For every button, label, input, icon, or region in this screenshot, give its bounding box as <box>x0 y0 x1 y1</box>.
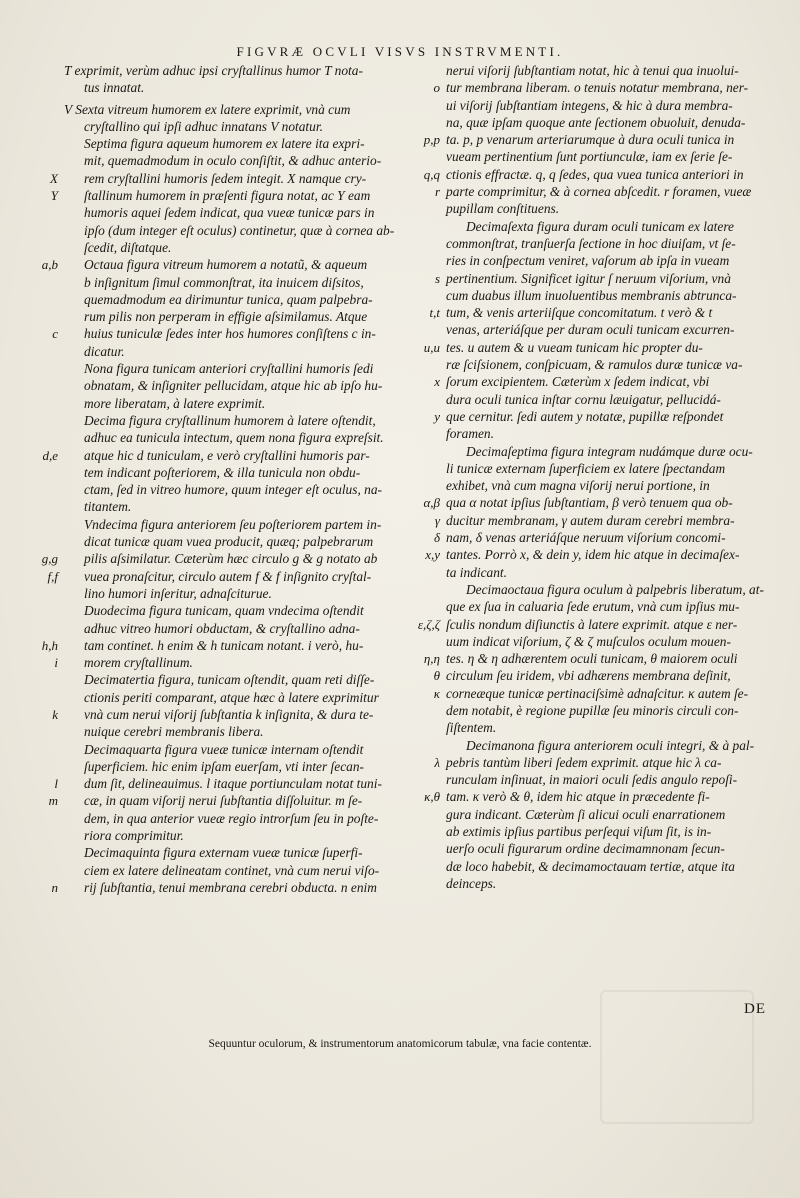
margin-letter: o <box>433 80 440 96</box>
line-text: cryſtallino qui ipſi adhuc innatans V notatur. <box>84 118 323 134</box>
text-line <box>433 667 764 684</box>
text-line <box>64 79 402 96</box>
line-text: tam. κ verò & θ, idem hic atque in præcedente fi- <box>446 789 710 805</box>
line-text: mit, quemadmodum in oculo conſiſtit, & adhuc anterio- <box>84 153 382 169</box>
text-line <box>423 650 764 667</box>
line-text: b inſignitum ſimul commonſtrat, ita inuicem diſsitos, <box>84 274 364 290</box>
margin-letter: u,u <box>423 339 440 355</box>
line-text: ciem ex latere delineatam continet, vnà cum nerui viſo- <box>84 862 380 878</box>
margin-letter: g,g <box>41 551 58 567</box>
margin-letter: a,b <box>41 257 58 273</box>
text-line <box>64 602 402 619</box>
line-text: dura oculi tunica inſtar cornu læuigatur, pellucidá- <box>446 391 721 407</box>
bleed-through-mark <box>600 990 754 1124</box>
line-text: vuea pronaſcitur, circulo autem f & f inſignito cryſtal- <box>84 568 372 584</box>
margin-letter: t,t <box>429 305 440 321</box>
line-text: pilis aſsimilatur. Cæterùm hæc circulo g & g notato ab <box>84 551 378 567</box>
text-line <box>50 187 402 204</box>
line-text: lino humori inſeritur, adnaſciturue. <box>84 585 272 601</box>
line-text: adhuc vitreo humori obductam, & cryſtallino adna- <box>84 620 360 636</box>
margin-letter: p,p <box>423 132 440 148</box>
line-text: V Sexta vitreum humorem ex latere exprimit, vnà cum <box>64 101 351 117</box>
line-text: titantem. <box>84 499 132 515</box>
text-line <box>417 616 764 633</box>
text-line <box>446 148 764 165</box>
margin-letter: i <box>54 655 58 671</box>
margin-letter: y <box>434 408 440 424</box>
text-line <box>64 429 402 446</box>
line-text: ui viſorij ſubſtantiam integens, & hic à dura membra- <box>446 97 733 113</box>
line-text: nuique cerebri membranis libera. <box>84 724 264 740</box>
text-line <box>425 546 764 563</box>
line-text: Decimaſexta figura duram oculi tunicam ex latere <box>466 218 734 234</box>
line-text: Decimaquarta figura vueæ tunicæ internam oſtendit <box>84 741 364 757</box>
text-line <box>64 810 402 827</box>
text-line <box>64 360 402 377</box>
line-text: ſiſtentem. <box>446 720 497 736</box>
text-line <box>446 737 764 754</box>
margin-letter: s <box>434 270 440 286</box>
line-text: adhuc ea tunicula intectum, quem nona figura expreſsit. <box>84 430 384 446</box>
text-line <box>41 256 402 273</box>
text-line <box>64 204 402 221</box>
text-line <box>64 222 402 239</box>
text-line <box>64 844 402 861</box>
line-text: Decimaquinta figura externam vueæ tunicæ ſuperfi- <box>84 845 363 861</box>
line-text: qua α notat ipſius ſubſtantiam, β verò tenuem qua ob- <box>446 495 733 511</box>
line-text: rem cryſtallini humoris ſedem integit. X namque cry- <box>84 170 367 186</box>
text-line <box>54 775 402 792</box>
line-text: ctionis periti comparant, atque hæc à latere exprimitur <box>84 689 379 705</box>
margin-letter: d,e <box>42 447 58 463</box>
text-line <box>424 788 764 805</box>
text-line <box>64 516 402 533</box>
running-header: FIGVRÆ OCVLI VISVS INSTRVMENTI. <box>236 44 564 59</box>
margin-letter: Y <box>50 188 58 204</box>
line-text: uum indicat viſorium, ζ & ζ muſculos oculum mouen- <box>446 633 731 649</box>
text-line <box>446 200 764 217</box>
margin-letter: c <box>52 326 58 342</box>
text-line <box>41 550 402 567</box>
line-text: ſcedit, diſtatque. <box>84 239 172 255</box>
text-line <box>64 620 402 637</box>
text-line <box>434 512 764 529</box>
line-text: humoris aquei ſedem indicat, qua vueæ tunicæ pars in <box>84 205 375 221</box>
margin-letter: l <box>54 776 58 792</box>
line-text: ta. p, p venarum arteriarumque à dura oculi tunica in <box>446 132 735 148</box>
text-line <box>423 339 764 356</box>
text-line <box>446 443 764 460</box>
margin-letter: n <box>51 879 58 895</box>
line-text: Decima figura cryſtallinum humorem à latere oſtendit, <box>84 412 376 428</box>
margin-letter: f,f <box>47 568 58 584</box>
text-line <box>446 823 764 840</box>
text-line <box>54 654 402 671</box>
text-line <box>52 325 402 342</box>
text-line <box>446 356 764 373</box>
line-text: parte comprimitur, & à cornea abſcedit. r foramen, vueæ <box>446 184 752 200</box>
line-text: nam, δ venas arteriáſque neruum viſorium concomi- <box>446 530 726 546</box>
line-text: ta indicant. <box>446 564 507 580</box>
line-text: gura indicant. Cæterùm ſi alicui oculi enarrationem <box>446 806 726 822</box>
line-text: cum duabus illum inuoluentibus membranis abtrunca- <box>446 287 737 303</box>
line-text: dem notabit, è regione pupillæ ſeu minoris circuli con- <box>446 702 739 718</box>
line-text: riora comprimitur. <box>84 828 184 844</box>
line-text: dum ſit, delineauimus. l itaque portiunculam notat tuni- <box>84 776 382 792</box>
right-text-column <box>417 62 764 892</box>
line-text: ducitur membranam, γ autem duram cerebri membra- <box>446 512 735 528</box>
line-text: Octaua figura vitreum humorem a notatũ, & aqueum <box>84 257 368 273</box>
line-text: quemadmodum ea dirimuntur tunica, quam palpebra- <box>84 291 373 307</box>
text-line <box>446 875 764 892</box>
text-line <box>446 477 764 494</box>
catchword: DE <box>744 1001 766 1017</box>
line-text: Decimanona figura anteriorem oculi integri, & à pal- <box>466 737 755 753</box>
text-line <box>446 321 764 338</box>
text-line <box>446 97 764 114</box>
text-line <box>64 862 402 879</box>
text-line <box>423 166 764 183</box>
text-line <box>423 131 764 148</box>
line-text: tum, & venis arteriiſque concomitatum. t verò & t <box>446 305 713 321</box>
line-text: tam continet. h enim & h tunicam notant. i verò, hu- <box>84 637 364 653</box>
line-text: cæ, in quam viſorij nerui ſubſtantia diſſoluitur. m ſe- <box>84 793 363 809</box>
text-line <box>423 494 764 511</box>
line-text: nerui viſorij ſubſtantiam notat, hic à tenui qua inuolui- <box>446 63 739 78</box>
line-text: dem, in qua anterior vueæ regio introrſum ſeu in poſte- <box>84 810 379 826</box>
text-line <box>433 529 764 546</box>
margin-letter: k <box>52 706 58 722</box>
text-line <box>64 671 402 688</box>
text-line <box>446 702 764 719</box>
text-line <box>434 270 764 287</box>
text-line <box>446 391 764 408</box>
line-text: foramen. <box>446 426 494 442</box>
line-text: Decimatertia figura, tunicam oſtendit, quam reti diſſe- <box>84 672 375 688</box>
margin-letter: q,q <box>423 166 440 182</box>
text-line <box>446 840 764 857</box>
margin-letter: α,β <box>423 495 440 511</box>
text-line <box>64 533 402 550</box>
line-text: atque hic d tuniculam, e verò cryſtallini humoris par- <box>84 447 370 463</box>
text-line <box>51 879 402 896</box>
line-text: T exprimit, verùm adhuc ipsi cryſtallinus humor T nota- <box>64 63 363 78</box>
line-text: uerſo oculi figurarum ordine decimamnonam ſecun- <box>446 841 725 857</box>
text-line <box>50 170 402 187</box>
margin-letter: η,η <box>423 651 440 667</box>
text-line <box>64 585 402 602</box>
text-line <box>42 447 402 464</box>
line-text: morem cryſtallinum. <box>84 655 193 671</box>
text-line <box>41 637 402 654</box>
line-text: ſtallinum humorem in præſenti figura notat, ac Y eam <box>84 188 371 204</box>
text-line <box>433 685 764 702</box>
text-line <box>64 412 402 429</box>
text-line <box>48 792 402 809</box>
line-text: commonſtrat, tranſuerſa ſectione in hoc diuiſam, vt ſe- <box>446 235 736 251</box>
text-line <box>434 183 764 200</box>
margin-letter: x,y <box>425 547 440 563</box>
text-line <box>47 568 402 585</box>
margin-letter: h,h <box>41 637 58 653</box>
line-text: circulum ſeu iridem, vbi adhærens membrana deſinit, <box>446 668 731 684</box>
margin-letter: θ <box>433 668 440 684</box>
line-text: Decimaoctaua figura oculum à palpebris liberatum, at- <box>466 581 764 597</box>
text-line <box>446 235 764 252</box>
text-line <box>446 460 764 477</box>
text-line <box>52 706 402 723</box>
line-text: deinceps. <box>446 875 497 891</box>
margin-letter: m <box>48 793 58 809</box>
line-text: tur membrana liberam. o tenuis notatur membrana, ner- <box>446 80 749 96</box>
line-text: ſuperficiem. hic enim ipſam euerſam, vti inter ſecan- <box>84 758 365 774</box>
text-line <box>446 114 764 131</box>
margin-letter: κ,θ <box>424 789 440 805</box>
line-text: que cernitur. ſedi autem y notatæ, pupillæ reſpondet <box>446 408 724 424</box>
line-text: tantes. Porrò x, & dein y, idem hic atque in decimaſex- <box>446 547 740 563</box>
text-line <box>433 79 764 96</box>
text-line <box>64 498 402 515</box>
line-text: tus innatat. <box>84 80 145 96</box>
text-line <box>64 689 402 706</box>
line-text: tes. η & η adhærentem oculi tunicam, θ maiorem oculi <box>446 651 738 667</box>
text-line <box>434 373 764 390</box>
line-text: ſculis nondum diſiunctis à latere exprimit. atque ε ner- <box>446 616 738 632</box>
text-line <box>64 723 402 740</box>
line-text: corneæque tunicæ pertinaciſsimè adnaſcitur. κ autem ſe- <box>446 685 749 701</box>
line-text: ctionis effractæ. q, q ſedes, qua vuea tunica anteriori in <box>446 166 744 182</box>
line-text: ipſo (dum integer eſt oculus) continetur, quæ à cornea ab- <box>84 222 395 238</box>
text-line <box>446 858 764 875</box>
text-line <box>446 218 764 235</box>
line-text: Septima figura aqueum humorem ex latere ita expri- <box>84 136 365 152</box>
text-line <box>446 719 764 736</box>
margin-letter: λ <box>434 754 440 770</box>
line-text: rum pilis non perperam in effigie aſsimilamus. Atque <box>84 309 368 325</box>
line-text: venas, arteriáſque per duram oculi tunicam excurren- <box>446 322 735 338</box>
line-text: ab extimis ipſius partibus perſequi viſum ſit, is in- <box>446 824 712 840</box>
line-text: more liberatam, à latere exprimit. <box>84 395 266 411</box>
line-text: vnà cum nerui viſorij ſubſtantia k inſignita, & dura te- <box>84 706 374 722</box>
text-line <box>64 152 402 169</box>
text-line <box>446 252 764 269</box>
margin-letter: X <box>50 170 58 186</box>
margin-letter: κ <box>433 685 440 701</box>
text-line <box>446 598 764 615</box>
line-text: exhibet, vnà cum magna viſorij nerui portione, in <box>446 478 710 494</box>
text-line <box>446 771 764 788</box>
line-text: pupillam conſtituens. <box>446 201 560 217</box>
left-text-column <box>41 62 402 896</box>
page-footer: Sequuntur oculorum, & instrumentorum anatomicorum tabulæ, vna facie contentæ. <box>208 1038 592 1050</box>
text-line <box>64 343 402 360</box>
line-text: ctam, ſed in vitreo humore, quum integer eſt oculus, na- <box>84 482 383 498</box>
line-text: runculam inſinuat, in maiori oculi ſedis angulo repoſi- <box>446 772 738 788</box>
text-line <box>64 377 402 394</box>
line-text: na, quæ ipſam quoque ante ſectionem obuoluit, denuda- <box>446 114 746 130</box>
line-text: Vndecima figura anteriorem ſeu poſteriorem partem in- <box>84 516 382 532</box>
line-text: pertinentium. Significet igitur ſ neruum viſorium, vnà <box>446 270 731 286</box>
line-text: tem indicant poſteriorem, & illa tunicula non obdu- <box>84 464 361 480</box>
text-line <box>429 304 764 321</box>
text-line <box>64 118 402 135</box>
text-line <box>446 287 764 304</box>
line-text: ſorum excipientem. Cæterùm x ſedem indicat, vbi <box>446 374 710 390</box>
text-line <box>64 395 402 412</box>
text-line <box>434 408 764 425</box>
margin-letter: r <box>434 184 440 200</box>
text-line <box>446 425 764 442</box>
text-line <box>64 101 402 118</box>
line-text: pebris tantùm liberi ſedem exprimit. atque hic λ ca- <box>446 754 722 770</box>
text-line <box>446 62 764 79</box>
text-line <box>446 806 764 823</box>
text-line <box>446 633 764 650</box>
line-text: huius tuniculæ ſedes inter hos humores conſiſtens c in- <box>84 326 376 342</box>
line-text: vueam pertinentium ſunt portiunculæ, iam ex ſerie ſe- <box>446 149 733 165</box>
line-text: dicat tunicæ quam vuea producit, quæq; palpebrarum <box>84 534 374 550</box>
line-text: dicatur. <box>84 343 125 359</box>
line-text: dæ loco habebit, & decimamoctauam tertiæ, atque ita <box>446 858 735 874</box>
margin-letter: ε,ζ,ζ <box>417 616 440 632</box>
line-text: que ex ſua in caluaria ſede erutum, vnà cum ipſius mu- <box>446 599 740 615</box>
line-text: Decimaſeptima figura integram nudámque duræ ocu- <box>466 443 753 459</box>
line-text: Duodecima figura tunicam, quam vndecima oſtendit <box>84 603 364 619</box>
text-line <box>64 758 402 775</box>
text-line <box>434 754 764 771</box>
line-text: Nona figura tunicam anteriori cryſtallini humoris ſedi <box>84 361 374 377</box>
text-line <box>64 239 402 256</box>
margin-letter: γ <box>434 512 440 528</box>
line-text: rij ſubſtantia, tenui membrana cerebri obducta. n enim <box>84 879 377 895</box>
text-line <box>64 827 402 844</box>
line-text: ries in conſpectum veniret, vaſorum ab ipſa in vueam <box>446 253 730 269</box>
text-line <box>64 308 402 325</box>
text-line <box>64 464 402 481</box>
text-line <box>64 274 402 291</box>
text-line <box>64 741 402 758</box>
text-line <box>64 62 402 79</box>
text-line <box>64 135 402 152</box>
text-line <box>446 581 764 598</box>
line-text: ræ ſciſsionem, conſpicuam, & ramulos duræ tunicæ va- <box>446 357 743 373</box>
line-text: tes. u autem & u vueam tunicam hic propter du- <box>446 339 703 355</box>
text-line <box>64 481 402 498</box>
line-text: obnatam, & inſigniter pellucidam, atque hic ab ipſo hu- <box>84 378 383 394</box>
text-line <box>64 291 402 308</box>
margin-letter: δ <box>433 530 440 546</box>
margin-letter: x <box>434 374 440 390</box>
text-line <box>446 564 764 581</box>
line-text: li tunicæ externam ſuperficiem ex latere ſpectandam <box>446 460 726 476</box>
